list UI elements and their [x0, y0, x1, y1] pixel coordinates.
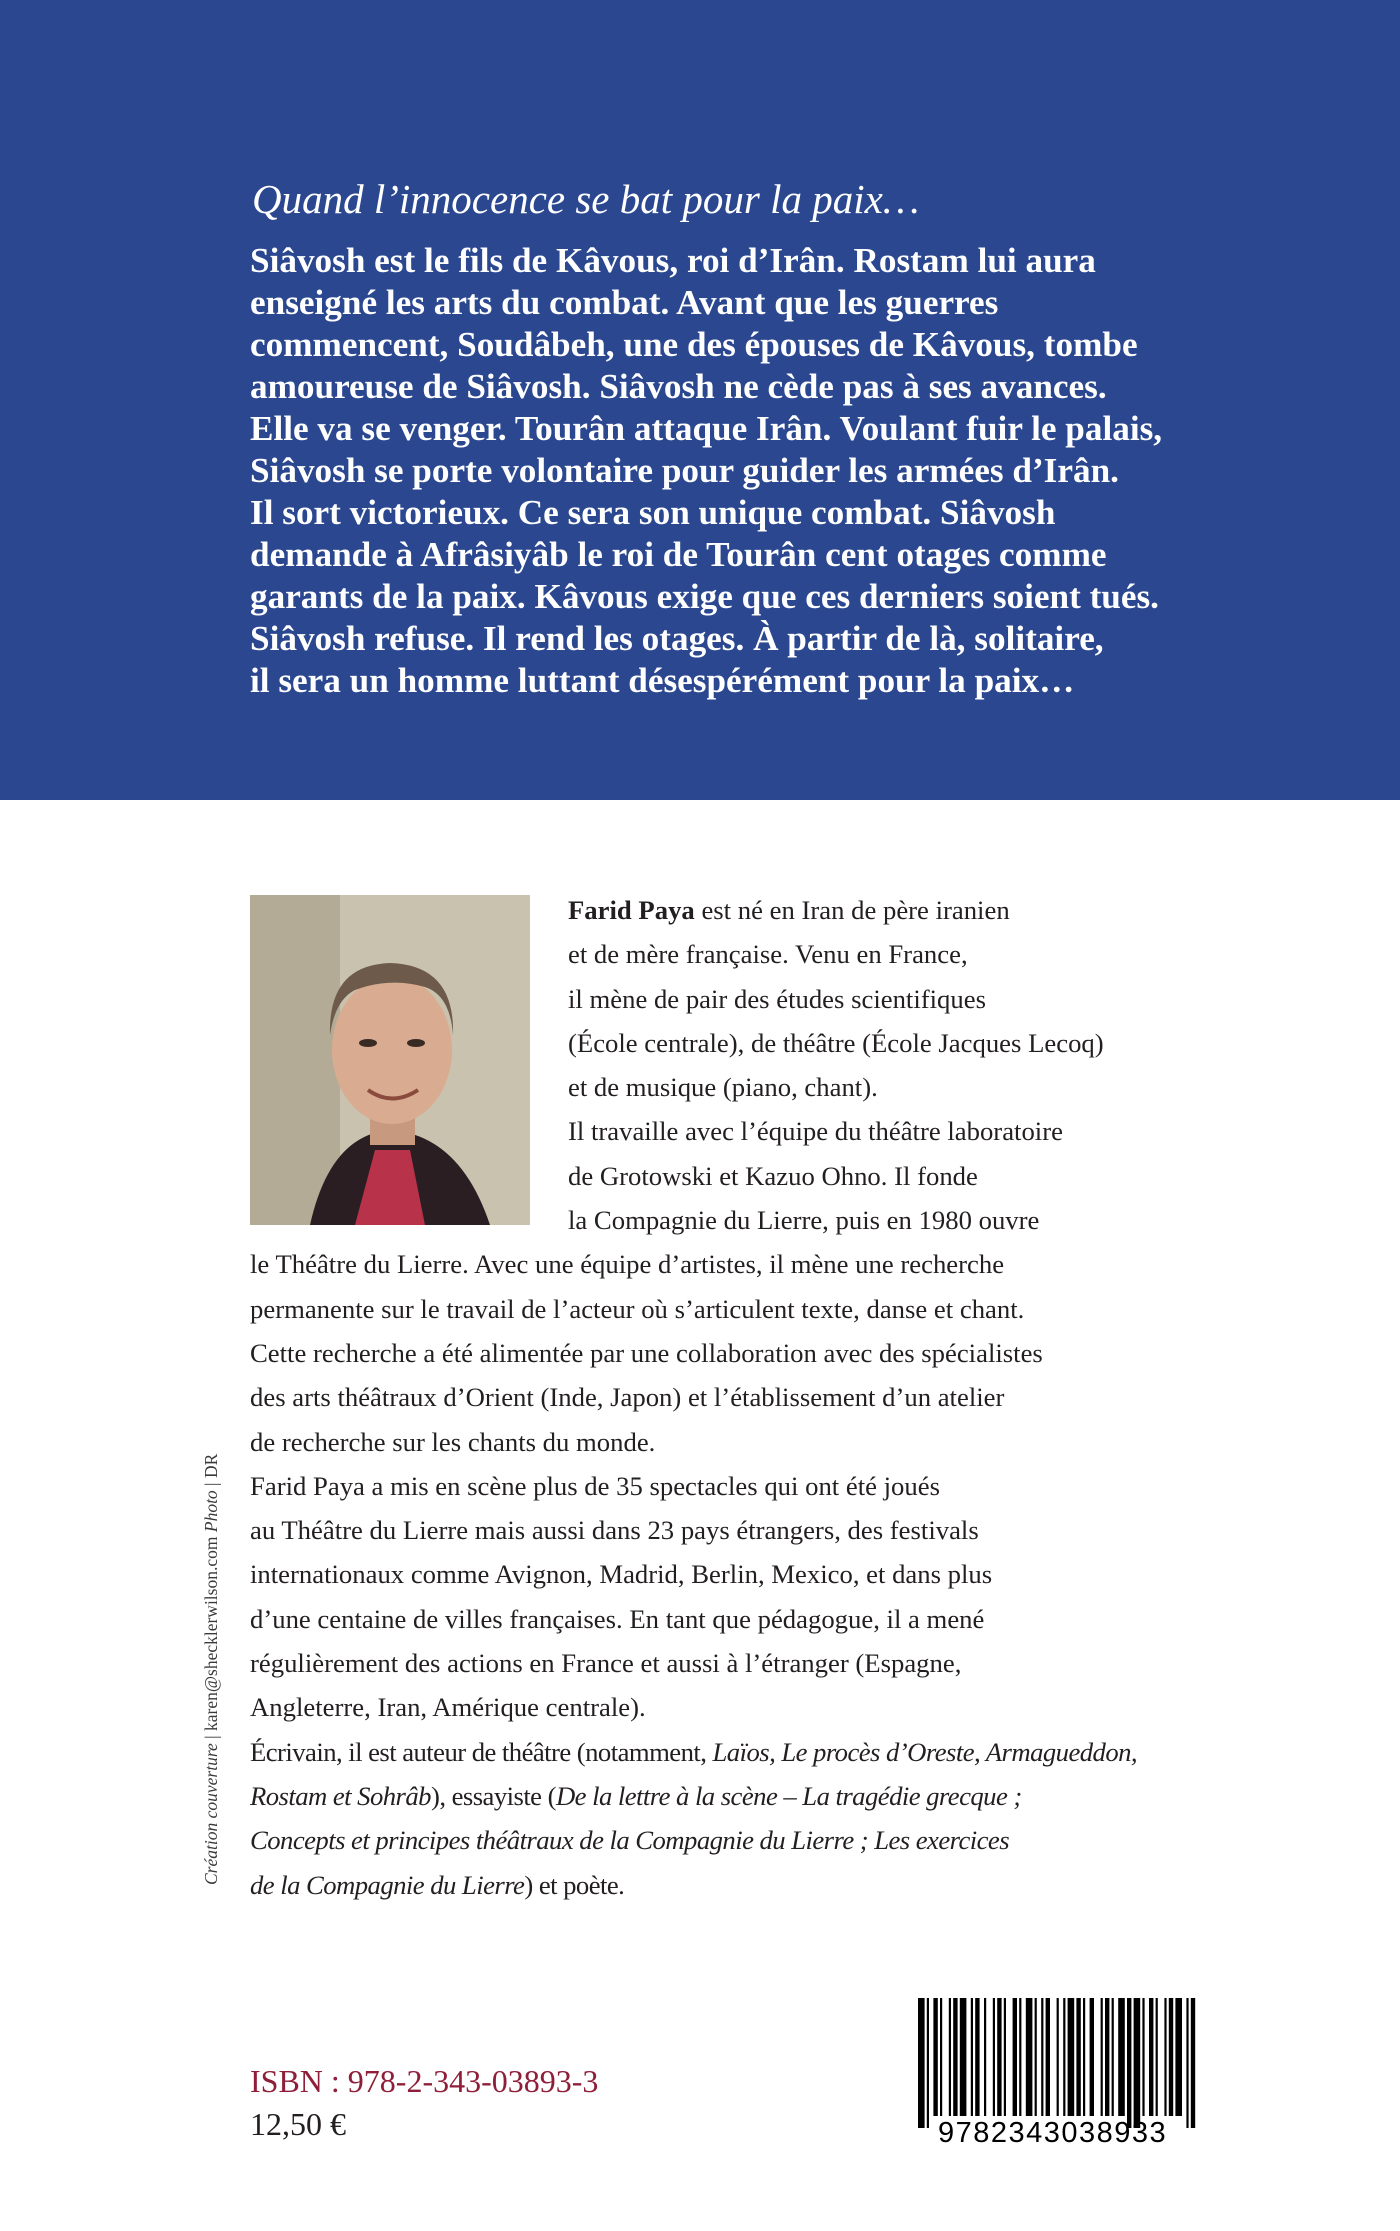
barcode-bar — [1057, 1998, 1059, 2116]
bio-line: Il travaille avec l’équipe du théâtre laboratoire — [568, 1116, 1063, 1147]
barcode-bar — [927, 1998, 929, 2128]
bio-line: le Théâtre du Lierre. Avec une équipe d’artistes, il mène une recherche — [250, 1249, 1005, 1280]
synopsis-line: amoureuse de Siâvosh. Siâvosh ne cède pas à ses avances. — [250, 367, 1107, 406]
barcode-bar — [960, 1998, 967, 2116]
synopsis-line: enseigné les arts du combat. Avant que les guerres — [250, 283, 999, 322]
synopsis-line: commencent, Soudâbeh, une des épouses de Kâvous, tombe — [250, 325, 1138, 364]
barcode-bar — [1127, 1998, 1131, 2128]
barcode-bar — [1164, 1998, 1166, 2116]
bio-works-line — [250, 1818, 1250, 1862]
isbn: ISBN : 978-2-343-03893-3 — [250, 2063, 599, 2099]
bio-line: de recherche sur les chants du monde. — [250, 1426, 656, 1457]
barcode-bar — [1041, 1998, 1043, 2116]
synopsis-line: garants de la paix. Kâvous exige que ces derniers soient tués. — [250, 577, 1159, 616]
barcode-bar — [1026, 1998, 1033, 2116]
barcode-bar — [1156, 1998, 1158, 2116]
bio-line: la Compagnie du Lierre, puis en 1980 ouvre — [568, 1205, 1040, 1236]
essay-titles: Concepts et principes théâtraux de la Compagnie du Lierre ; Les exercices — [250, 1825, 1010, 1856]
bio-line: internationaux comme Avignon, Madrid, Berlin, Mexico, et dans plus — [250, 1559, 993, 1590]
bio-line: de Grotowski et Kazuo Ohno. Il fonde — [568, 1160, 978, 1191]
barcode-bar — [1169, 1998, 1173, 2116]
work-titles: Laïos, Le procès d’Oreste, Armagueddon, — [712, 1736, 1138, 1767]
barcode-bar — [1105, 1998, 1109, 2116]
bio-works-line: Rostam et Sohrâb), essayiste (De la lettre à la scène – La tragédie grecque ; — [250, 1780, 1022, 1811]
bio-works-line: de la Compagnie du Lierre) et poète. — [250, 1869, 625, 1900]
bio-line: Farid Paya a mis en scène plus de 35 spectacles qui ont été joués — [250, 1470, 940, 1501]
author-bio — [250, 888, 1250, 1907]
synopsis-line: Siâvosh est le fils de Kâvous, roi d’Irân. Rostam lui aura — [250, 241, 1096, 280]
barcode-bar — [1013, 1998, 1017, 2116]
bio-line: Angleterre, Iran, Amérique centrale). — [250, 1692, 646, 1723]
author-name: Farid Paya — [568, 895, 695, 925]
bio-line: (École centrale), de théâtre (École Jacques Lecoq) — [568, 1027, 1104, 1058]
bio-line: il mène de pair des études scientifiques — [568, 983, 986, 1014]
barcode-bar — [975, 1998, 979, 2116]
barcode-bar — [918, 1998, 925, 2128]
barcode-digits: 9782343038933 — [938, 2117, 1168, 2149]
synopsis-line: demande à Afrâsiyâb le roi de Tourân cent otages comme — [250, 535, 1107, 574]
barcode-bar — [1191, 1998, 1195, 2128]
cover-credit: Création couverture | karen@shecklerwilson.com Photo | DR — [201, 1453, 221, 1885]
bio-line: permanente sur le travail de l’acteur où s’articulent texte, danse et chant. — [250, 1293, 1025, 1324]
barcode-bar — [1175, 1998, 1182, 2116]
barcode-bar — [1046, 1998, 1050, 2116]
bio-line: régulièrement des actions en France et aussi à l’étranger (Espagne, — [250, 1648, 962, 1679]
bio-works-line: Écrivain, il est auteur de théâtre (notamment, Laïos, Le procès d’Oreste, Armagueddon, — [250, 1736, 1138, 1767]
bio-line: et de musique (piano, chant). — [568, 1072, 878, 1103]
barcode-bar — [1035, 1998, 1037, 2116]
bio-line: des arts théâtraux d’Orient (Inde, Japon) et l’établissement d’un atelier — [250, 1382, 1005, 1413]
bio-line — [250, 888, 1250, 932]
price: 12,50 € — [250, 2106, 346, 2142]
barcode-bar — [1068, 1998, 1075, 2116]
bio-line: et de mère française. Venu en France, — [568, 939, 968, 970]
bio-line: au Théâtre du Lierre mais aussi dans 23 pays étrangers, des festivals — [250, 1515, 979, 1546]
barcode-bar — [1083, 1998, 1085, 2116]
synopsis-line: Siâvosh se porte volontaire pour guider les armées d’Irân. — [250, 451, 1119, 490]
synopsis-line: Il sort victorieux. Ce sera son unique combat. Siâvosh — [250, 493, 1056, 532]
bio-line: d’une centaine de villes françaises. En tant que pédagogue, il a mené — [250, 1603, 985, 1634]
barcode-bar — [1076, 1998, 1080, 2116]
barcode-bar — [949, 1998, 951, 2116]
barcode-bar — [953, 1998, 957, 2116]
essay-titles: De la lettre à la scène – La tragédie grecque ; — [555, 1780, 1022, 1811]
barcode-bar — [971, 1998, 973, 2116]
bio-line-rest: est né en Iran de père iranien — [694, 895, 1010, 925]
barcode-bar — [997, 1998, 1001, 2116]
barcode-bar — [993, 1998, 995, 2116]
work-titles: Rostam et Sohrâb — [250, 1780, 431, 1811]
barcode-bar — [940, 1998, 942, 2116]
barcode-bar — [933, 1998, 937, 2116]
barcode-bar — [1112, 1998, 1114, 2116]
bio-line: Cette recherche a été alimentée par une collaboration avec des spécialistes — [250, 1337, 1043, 1368]
essay-titles: de la Compagnie du Lierre — [250, 1869, 525, 1900]
tagline: Quand l’innocence se bat pour la paix… — [252, 176, 920, 222]
barcode-bar — [1004, 1998, 1006, 2116]
barcode-bar — [1063, 1998, 1065, 2116]
barcode-bar — [1142, 1998, 1144, 2116]
barcode-bar — [1019, 1998, 1021, 2116]
barcode-bar — [1186, 1998, 1188, 2128]
barcode-bar — [1134, 1998, 1141, 2128]
synopsis-line: Siâvosh refuse. Il rend les otages. À partir de là, solitaire, — [250, 619, 1104, 658]
synopsis-line: Elle va se venger. Tourân attaque Irân. Voulant fuir le palais, — [250, 409, 1163, 448]
barcode-bar — [984, 1998, 986, 2116]
barcode-bar — [1101, 1998, 1103, 2116]
barcode-bar — [1118, 1998, 1125, 2116]
barcode-bar — [1149, 1998, 1153, 2116]
synopsis-line: il sera un homme luttant désespérément pour la paix… — [250, 661, 1075, 700]
barcode-bar — [1090, 1998, 1094, 2116]
synopsis-text — [250, 240, 1230, 702]
